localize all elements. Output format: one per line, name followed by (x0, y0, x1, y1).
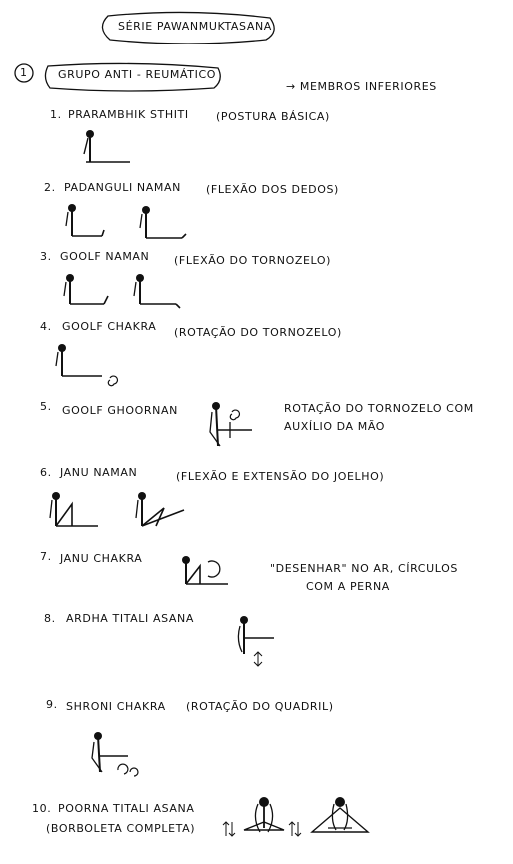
exercise-6-name: JANU NAMAN (60, 466, 138, 479)
group-label: GRUPO ANTI - REUMÁTICO (58, 68, 216, 81)
ankle-rotation-figure-icon (54, 342, 134, 390)
exercise-5-name: GOOLF GHOORNAN (62, 404, 178, 417)
half-butterfly-figure-icon (232, 614, 282, 670)
exercise-4-figure (54, 342, 134, 394)
knee-circle-figure-icon (178, 552, 238, 592)
group-header (10, 62, 225, 94)
group-target: → MEMBROS INFERIORES (286, 80, 437, 93)
toe-flexion-figures-icon (64, 202, 204, 244)
exercise-7-number: 7. (40, 550, 52, 563)
stick-figure-sitting-icon (78, 128, 138, 168)
exercise-4-number: 4. (40, 320, 52, 333)
knee-flexion-figures-icon (46, 490, 196, 534)
exercise-5-figure (202, 400, 272, 456)
series-title-box (98, 10, 276, 44)
hand-assisted-ankle-rotation-icon (202, 400, 272, 452)
exercise-7-figure (178, 552, 238, 596)
exercise-9-name: SHRONI CHAKRA (66, 700, 166, 713)
exercise-2-number: 2. (44, 181, 56, 194)
page-title: SÉRIE PAWANMUKTASANA (118, 20, 272, 33)
exercise-4-name: GOOLF CHAKRA (62, 320, 157, 333)
exercise-10-figure (222, 792, 372, 844)
exercise-8-number: 8. (44, 612, 56, 625)
exercise-3-figure (60, 272, 210, 318)
exercise-1-note: (POSTURA BÁSICA) (216, 110, 330, 123)
group-number: 1 (20, 66, 28, 79)
exercise-1-number: 1. (50, 108, 62, 121)
hip-rotation-figure-icon (88, 730, 148, 782)
exercise-5-note-line1: ROTAÇÃO DO TORNOZELO COM (284, 402, 474, 415)
exercise-3-number: 3. (40, 250, 52, 263)
exercise-8-name: ARDHA TITALI ASANA (66, 612, 194, 625)
exercise-7-note-line1: "DESENHAR" NO AR, CÍRCULOS (270, 562, 458, 575)
exercise-5-note-line2: AUXÍLIO DA MÃO (284, 420, 386, 433)
exercise-9-note: (ROTAÇÃO DO QUADRIL) (186, 700, 334, 713)
exercise-6-number: 6. (40, 466, 52, 479)
exercise-6-note: (FLEXÃO E EXTENSÃO DO JOELHO) (176, 470, 385, 483)
exercise-10-name: POORNA TITALI ASANA (58, 802, 195, 815)
exercise-10-note: (BORBOLETA COMPLETA) (46, 822, 196, 835)
exercise-9-number: 9. (46, 698, 58, 711)
exercise-3-name: GOOLF NAMAN (60, 250, 150, 263)
exercise-8-figure (232, 614, 282, 674)
exercise-2-note: (FLEXÃO DOS DEDOS) (206, 183, 339, 196)
exercise-1-figure (78, 128, 138, 172)
exercise-6-figure (46, 490, 196, 538)
full-butterfly-figures-icon (222, 792, 372, 840)
exercise-5-number: 5. (40, 400, 52, 413)
exercise-4-note: (ROTAÇÃO DO TORNOZELO) (174, 326, 342, 339)
exercise-1-name: PRARAMBHIK STHITI (68, 108, 189, 121)
exercise-3-note: (FLEXÃO DO TORNOZELO) (174, 254, 332, 267)
exercise-10-number: 10. (32, 802, 52, 815)
ankle-flexion-figures-icon (60, 272, 210, 314)
exercise-7-note-line2: COM A PERNA (306, 580, 390, 593)
exercise-2-name: PADANGULI NAMAN (64, 181, 181, 194)
exercise-9-figure (88, 730, 148, 786)
exercise-7-name: JANU CHAKRA (60, 552, 143, 565)
exercise-2-figure (64, 202, 204, 248)
